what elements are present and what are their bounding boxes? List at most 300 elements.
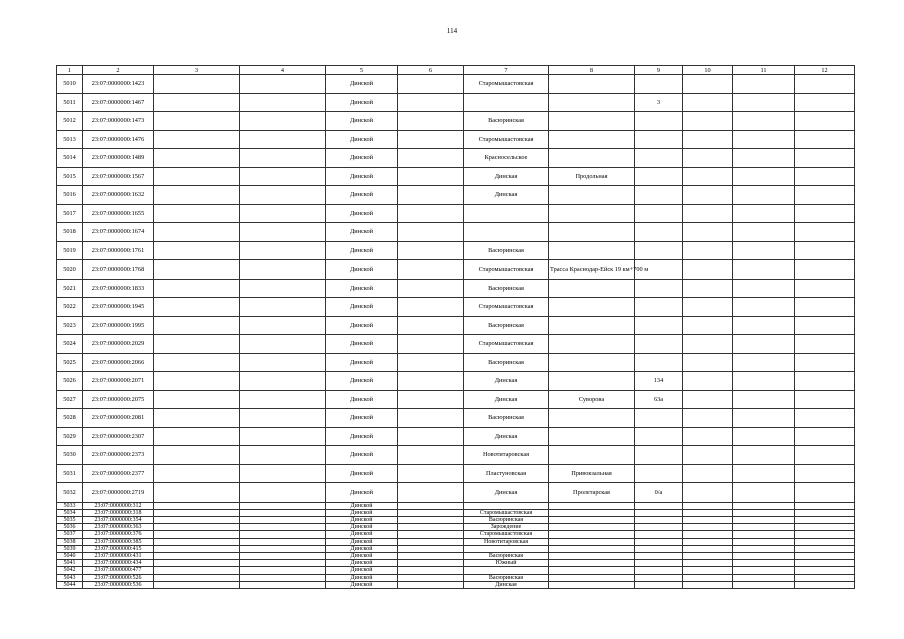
cell: [795, 581, 855, 588]
row-number: 5020: [57, 260, 83, 280]
cadastral-number: 23:07:0000000:1833: [83, 279, 154, 298]
cell: [398, 531, 464, 538]
settlement: Старомышастовская: [464, 298, 549, 317]
cell: [154, 223, 240, 242]
cell: [398, 545, 464, 552]
house-number: [635, 524, 683, 531]
cell: [733, 509, 795, 516]
table-row: [57, 560, 855, 567]
house-number: [635, 149, 683, 168]
cell: [683, 186, 733, 205]
cell: [398, 260, 464, 280]
house-number: [635, 464, 683, 483]
column-header: 10: [683, 66, 733, 75]
cell: [733, 372, 795, 391]
table-row: [57, 567, 855, 574]
cell: [398, 464, 464, 483]
cell: [795, 531, 855, 538]
cell: [240, 298, 326, 317]
district: Динской: [326, 464, 398, 483]
district: Динской: [326, 509, 398, 516]
column-header: 6: [398, 66, 464, 75]
cell: [683, 483, 733, 503]
district: Динской: [326, 552, 398, 559]
cell: [795, 552, 855, 559]
settlement: Динская: [464, 581, 549, 588]
cell: [733, 204, 795, 223]
column-header: 11: [733, 66, 795, 75]
house-number: [635, 316, 683, 335]
cell: [398, 93, 464, 112]
house-number: [635, 130, 683, 149]
row-number: 5035: [57, 516, 83, 523]
row-number: 5016: [57, 186, 83, 205]
cell: [733, 516, 795, 523]
cadastral-number: 23:07:0000000:385: [83, 538, 154, 545]
street: [549, 316, 635, 335]
cell: [240, 335, 326, 354]
district: Динской: [326, 93, 398, 112]
cell: [795, 509, 855, 516]
column-header: 4: [240, 66, 326, 75]
street: [549, 531, 635, 538]
cell: [154, 75, 240, 94]
cell: [795, 353, 855, 372]
row-number: 5037: [57, 531, 83, 538]
settlement: Динская: [464, 483, 549, 503]
cell: [398, 446, 464, 465]
settlement: Старомышастовская: [464, 335, 549, 354]
row-number: 5010: [57, 75, 83, 94]
settlement: [464, 204, 549, 223]
street: Трасса Краснодар-Ейск 19 км+700 м: [549, 260, 635, 280]
table-row: [57, 335, 855, 354]
cell: [795, 409, 855, 428]
cell: [795, 545, 855, 552]
settlement: Динская: [464, 186, 549, 205]
cadastral-number: 23:07:0000000:1423: [83, 75, 154, 94]
settlement: Старомышастовская: [464, 260, 549, 280]
cell: [154, 574, 240, 581]
street: [549, 567, 635, 574]
cell: [683, 427, 733, 446]
cadastral-number: 23:07:0000000:376: [83, 531, 154, 538]
cell: [240, 390, 326, 409]
table-row: [57, 372, 855, 391]
cell: [398, 112, 464, 131]
cell: [240, 483, 326, 503]
cell: [733, 567, 795, 574]
cell: [795, 186, 855, 205]
cell: [154, 545, 240, 552]
table-row: [57, 545, 855, 552]
cell: [733, 260, 795, 280]
cell: [733, 502, 795, 509]
cell: [154, 538, 240, 545]
district: Динской: [326, 446, 398, 465]
district: Динской: [326, 204, 398, 223]
cell: [683, 93, 733, 112]
cell: [240, 279, 326, 298]
cell: [683, 353, 733, 372]
settlement: Динская: [464, 427, 549, 446]
cell: [398, 524, 464, 531]
cell: [154, 409, 240, 428]
house-number: [635, 502, 683, 509]
cadastral-number: 23:07:0000000:1489: [83, 149, 154, 168]
house-number: [635, 446, 683, 465]
row-number: 5022: [57, 298, 83, 317]
house-number: [635, 335, 683, 354]
cell: [398, 75, 464, 94]
cell: [683, 409, 733, 428]
cell: [240, 112, 326, 131]
house-number: 3: [635, 93, 683, 112]
district: Динской: [326, 502, 398, 509]
row-number: 5044: [57, 581, 83, 588]
house-number: [635, 538, 683, 545]
cell: [795, 93, 855, 112]
cell: [398, 502, 464, 509]
table-row: [57, 167, 855, 186]
column-header: 1: [57, 66, 83, 75]
street: [549, 552, 635, 559]
table-row: [57, 149, 855, 168]
settlement: Васюринская: [464, 574, 549, 581]
cell: [683, 531, 733, 538]
cell: [683, 149, 733, 168]
cell: [154, 427, 240, 446]
house-number: [635, 353, 683, 372]
house-number: [635, 298, 683, 317]
cell: [683, 260, 733, 280]
row-number: 5039: [57, 545, 83, 552]
cell: [154, 531, 240, 538]
row-number: 5015: [57, 167, 83, 186]
cell: [795, 574, 855, 581]
cell: [154, 483, 240, 503]
table-body: [57, 75, 855, 589]
cell: [240, 509, 326, 516]
cell: [733, 279, 795, 298]
house-number: [635, 567, 683, 574]
cell: [733, 75, 795, 94]
column-header: 2: [83, 66, 154, 75]
street: Пролетарская: [549, 483, 635, 503]
district: Динской: [326, 223, 398, 242]
cell: [795, 223, 855, 242]
house-number: [635, 167, 683, 186]
house-number: [635, 75, 683, 94]
cell: [154, 524, 240, 531]
street: [549, 545, 635, 552]
district: Динской: [326, 112, 398, 131]
row-number: 5024: [57, 335, 83, 354]
cadastral-number: 23:07:0000000:312: [83, 502, 154, 509]
cell: [240, 260, 326, 280]
cell: [795, 149, 855, 168]
house-number: 134: [635, 372, 683, 391]
column-header: 9: [635, 66, 683, 75]
settlement: Васюринская: [464, 409, 549, 428]
cell: [795, 112, 855, 131]
cell: [240, 567, 326, 574]
table-row: [57, 316, 855, 335]
street: [549, 241, 635, 260]
cell: [154, 390, 240, 409]
street: [549, 574, 635, 581]
table-row: [57, 130, 855, 149]
cell: [398, 483, 464, 503]
row-number: 5032: [57, 483, 83, 503]
cell: [733, 409, 795, 428]
cadastral-number: 23:07:0000000:2719: [83, 483, 154, 503]
cell: [683, 298, 733, 317]
cell: [398, 372, 464, 391]
district: Динской: [326, 538, 398, 545]
house-number: [635, 581, 683, 588]
cell: [154, 298, 240, 317]
district: Динской: [326, 241, 398, 260]
settlement: Васюринская: [464, 316, 549, 335]
cell: [733, 574, 795, 581]
cell: [733, 427, 795, 446]
settlement: Старомышастовская: [464, 130, 549, 149]
cell: [240, 502, 326, 509]
table-row: [57, 409, 855, 428]
street: [549, 112, 635, 131]
row-number: 5043: [57, 574, 83, 581]
house-number: [635, 427, 683, 446]
cell: [398, 574, 464, 581]
cell: [154, 260, 240, 280]
row-number: 5031: [57, 464, 83, 483]
street: [549, 353, 635, 372]
row-number: 5013: [57, 130, 83, 149]
cell: [154, 372, 240, 391]
cell: [683, 581, 733, 588]
cadastral-number: 23:07:0000000:536: [83, 581, 154, 588]
street: [549, 298, 635, 317]
cell: [795, 75, 855, 94]
table-row: [57, 279, 855, 298]
house-number: [635, 241, 683, 260]
cadastral-number: 23:07:0000000:1476: [83, 130, 154, 149]
cell: [398, 316, 464, 335]
settlement: Южный: [464, 560, 549, 567]
cell: [240, 167, 326, 186]
cell: [733, 316, 795, 335]
cell: [733, 93, 795, 112]
cell: [398, 409, 464, 428]
cell: [683, 552, 733, 559]
cell: [733, 581, 795, 588]
column-header: 8: [549, 66, 635, 75]
cell: [154, 279, 240, 298]
settlement: Динская: [464, 390, 549, 409]
table-row: [57, 186, 855, 205]
cell: [154, 112, 240, 131]
table-row: [57, 524, 855, 531]
cell: [683, 279, 733, 298]
row-number: 5021: [57, 279, 83, 298]
table-row: [57, 390, 855, 409]
table-row: [57, 531, 855, 538]
table-row: [57, 464, 855, 483]
cell: [154, 130, 240, 149]
table-row: [57, 427, 855, 446]
cell: [240, 545, 326, 552]
row-number: 5011: [57, 93, 83, 112]
row-number: 5040: [57, 552, 83, 559]
street: [549, 279, 635, 298]
district: Динской: [326, 186, 398, 205]
cadastral-number: 23:07:0000000:477: [83, 567, 154, 574]
settlement: [464, 545, 549, 552]
cell: [398, 516, 464, 523]
settlement: Старомышастовская: [464, 531, 549, 538]
house-number: [635, 509, 683, 516]
cell: [398, 567, 464, 574]
cell: [240, 353, 326, 372]
district: Динской: [326, 545, 398, 552]
row-number: 5036: [57, 524, 83, 531]
row-number: 5030: [57, 446, 83, 465]
table-row: [57, 353, 855, 372]
row-number: 5027: [57, 390, 83, 409]
cell: [795, 446, 855, 465]
cell: [398, 538, 464, 545]
cell: [240, 574, 326, 581]
cell: [398, 298, 464, 317]
cell: [154, 464, 240, 483]
street: [549, 581, 635, 588]
cell: [154, 241, 240, 260]
district: Динской: [326, 567, 398, 574]
cadastral-number: 23:07:0000000:2307: [83, 427, 154, 446]
cell: [795, 567, 855, 574]
cadastral-number: 23:07:0000000:1655: [83, 204, 154, 223]
cell: [683, 223, 733, 242]
table-row: [57, 112, 855, 131]
street: [549, 149, 635, 168]
district: Динской: [326, 390, 398, 409]
district: Динской: [326, 353, 398, 372]
cell: [154, 567, 240, 574]
street: [549, 223, 635, 242]
cell: [154, 446, 240, 465]
cell: [683, 538, 733, 545]
cell: [154, 335, 240, 354]
cell: [795, 260, 855, 280]
column-header: 12: [795, 66, 855, 75]
cell: [398, 560, 464, 567]
settlement: Новотитаровская: [464, 446, 549, 465]
settlement: Красносельское: [464, 149, 549, 168]
cell: [683, 524, 733, 531]
cell: [398, 279, 464, 298]
cell: [733, 464, 795, 483]
cell: [240, 464, 326, 483]
cell: [683, 574, 733, 581]
cadastral-number: 23:07:0000000:431: [83, 552, 154, 559]
cell: [683, 509, 733, 516]
cell: [154, 167, 240, 186]
cadastral-number: 23:07:0000000:2071: [83, 372, 154, 391]
cell: [683, 372, 733, 391]
street: Продольная: [549, 167, 635, 186]
table-row: [57, 509, 855, 516]
street: [549, 516, 635, 523]
street: [549, 538, 635, 545]
settlement: Зарождение: [464, 524, 549, 531]
cell: [240, 372, 326, 391]
row-number: 5041: [57, 560, 83, 567]
table-row: [57, 223, 855, 242]
cell: [733, 167, 795, 186]
cell: [240, 538, 326, 545]
house-number: 0/а: [635, 483, 683, 503]
house-number: [635, 560, 683, 567]
row-number: 5017: [57, 204, 83, 223]
cell: [795, 560, 855, 567]
settlement: Старомышастовская: [464, 75, 549, 94]
table-row: [57, 75, 855, 94]
cell: [683, 464, 733, 483]
settlement: Новотитаровская: [464, 538, 549, 545]
cell: [398, 581, 464, 588]
house-number: [635, 516, 683, 523]
settlement: Васюринская: [464, 516, 549, 523]
settlement: [464, 223, 549, 242]
cell: [795, 167, 855, 186]
house-number: [635, 574, 683, 581]
cell: [795, 524, 855, 531]
cell: [240, 204, 326, 223]
district: Динской: [326, 531, 398, 538]
cell: [683, 446, 733, 465]
cell: [733, 353, 795, 372]
cell: [683, 241, 733, 260]
settlement: [464, 93, 549, 112]
district: Динской: [326, 581, 398, 588]
cell: [683, 502, 733, 509]
district: Динской: [326, 372, 398, 391]
cell: [733, 390, 795, 409]
settlement: Васюринская: [464, 552, 549, 559]
table-row: [57, 574, 855, 581]
cell: [795, 516, 855, 523]
house-number: [635, 279, 683, 298]
cell: [683, 335, 733, 354]
column-header: 3: [154, 66, 240, 75]
cell: [683, 204, 733, 223]
row-number: 5019: [57, 241, 83, 260]
cell: [683, 167, 733, 186]
cell: [733, 531, 795, 538]
cell: [733, 112, 795, 131]
cell: [733, 130, 795, 149]
cadastral-number: 23:07:0000000:354: [83, 516, 154, 523]
column-header-row: [57, 66, 855, 75]
cell: [398, 167, 464, 186]
district: Динской: [326, 298, 398, 317]
cadastral-number: 23:07:0000000:2081: [83, 409, 154, 428]
cell: [795, 316, 855, 335]
cell: [154, 552, 240, 559]
cell: [795, 204, 855, 223]
table-row: [57, 446, 855, 465]
